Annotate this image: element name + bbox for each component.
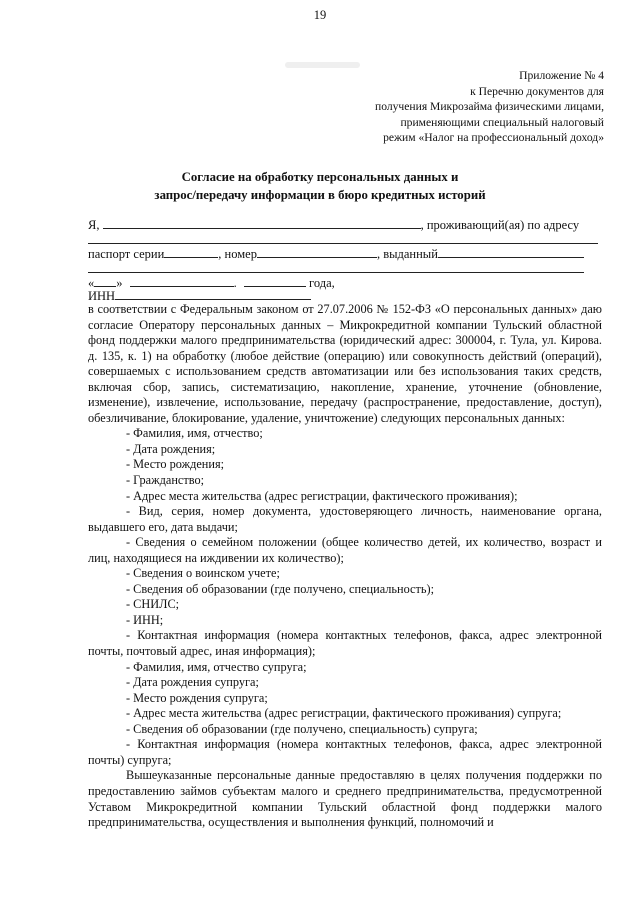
issue-year-blank[interactable] bbox=[244, 276, 306, 287]
list-item: - Фамилия, имя, отчество супруга; bbox=[126, 659, 307, 674]
list-item: - ИНН; bbox=[126, 612, 164, 627]
list-item: - Адрес места жительства (адрес регистрации, фактического проживания) супруга; bbox=[126, 706, 562, 721]
list-item: - Гражданство; bbox=[126, 473, 205, 488]
issued-by-blank-2[interactable] bbox=[88, 272, 584, 273]
i-label: Я, bbox=[88, 218, 100, 232]
appendix-line: Приложение № 4 bbox=[519, 69, 604, 82]
list-item: - Контактная информация (номера контактных телефонов, факса, адрес электронной почты) супруга; bbox=[88, 737, 602, 767]
inn-label: ИНН bbox=[88, 289, 116, 303]
list-item: - Место рождения супруга; bbox=[126, 690, 268, 705]
list-item: - Сведения о семейном положении (общее количество детей, их количество, возраст и лиц, находящиеся на иждивении их количество); bbox=[88, 535, 602, 565]
list-item: - Сведения об образовании (где получено, специальность) супруга; bbox=[126, 721, 478, 736]
title-line-1: Согласие на обработку персональных данных и bbox=[181, 170, 459, 184]
year-label: года, bbox=[309, 276, 335, 290]
issued-by-blank[interactable] bbox=[438, 247, 584, 258]
passport-number-blank[interactable] bbox=[257, 247, 377, 258]
appendix-header bbox=[375, 68, 604, 146]
list-item: - СНИЛС; bbox=[126, 597, 180, 612]
intro-paragraph: в соответствии с Федеральным законом от 27.07.2006 № 152-ФЗ «О персональных данных» даю согласие Оператору персональных данных – Микрокредитной компании Тульский областной фонд поддержки малого предпринимательства (юридический адрес: 300004, г. Тула, ул. Кирова. д. 135, к. 1) на обработку (любое действие (операцию) или совокупность действий (операций), совершаемых с использованием средств автоматизации или без использования таких средств, включая сбор, запись, систематизацию, накопление, хранение, уточнение (обновление, изменение), извлечение, использование, передачу (распространение, предоставление, доступ), обезличивание, блокирование, удаление, уничтожение) следующих персональных данных: bbox=[88, 302, 602, 425]
full-name-blank[interactable] bbox=[103, 218, 421, 229]
passport-series-blank[interactable] bbox=[164, 247, 218, 258]
list-item: - Дата рождения супруга; bbox=[126, 675, 259, 690]
passport-number-label: , номер bbox=[218, 247, 257, 261]
passport-line bbox=[88, 247, 608, 262]
passport-series-label: паспорт серии bbox=[88, 247, 165, 261]
name-address-line bbox=[88, 218, 608, 233]
closing-paragraph: Вышеуказанные персональные данные предоставляю в целях получения поддержки по предоставлению займов субъектам малого и среднего предпринимательства, предусмотренной Уставом Микрокредитной компании Тульский областной фонд поддержки малого предпринимательства, осуществления и выполнения функций, полномочий и bbox=[88, 768, 602, 830]
list-item: - Место рождения; bbox=[126, 457, 225, 472]
consent-body bbox=[88, 302, 602, 831]
list-item: - Сведения о воинском учете; bbox=[126, 566, 280, 581]
faint-stamp-mark bbox=[285, 62, 360, 68]
list-item: - Адрес места жительства (адрес регистрации, фактического проживания); bbox=[126, 488, 518, 503]
list-item: - Вид, серия, номер документа, удостоверяющего личность, наименование органа, выдавшего его, дата выдачи; bbox=[88, 504, 602, 534]
appendix-line: режим «Налог на профессиональный доход» bbox=[383, 131, 604, 145]
list-item: - Дата рождения; bbox=[126, 441, 216, 456]
appendix-line: получения Микрозайма физическими лицами, bbox=[375, 100, 604, 114]
page-number: 19 bbox=[313, 8, 327, 22]
issued-label: , выданный bbox=[376, 247, 438, 261]
inn-blank[interactable] bbox=[115, 289, 311, 300]
document-title bbox=[0, 168, 640, 204]
list-item: - Сведения об образовании (где получено, специальность); bbox=[126, 581, 434, 596]
issue-day-blank[interactable] bbox=[94, 276, 116, 287]
date-dot: . bbox=[233, 276, 237, 290]
list-item: - Контактная информация (номера контактных телефонов, факса, адрес электронной почты, почтовый адрес, иная информация); bbox=[88, 628, 602, 659]
quote-open: « bbox=[88, 276, 95, 290]
issue-month-blank[interactable] bbox=[130, 276, 234, 287]
title-line-2: запрос/передачу информации в бюро кредитных историй bbox=[154, 188, 486, 202]
list-item: - Фамилия, имя, отчество; bbox=[126, 426, 263, 441]
appendix-line: к Перечню документов для bbox=[470, 84, 604, 98]
appendix-line: применяющими специальный налоговый bbox=[400, 115, 604, 129]
quote-close: » bbox=[116, 276, 123, 290]
address-label: , проживающий(ая) по адресу bbox=[420, 218, 580, 232]
address-blank[interactable] bbox=[88, 243, 598, 244]
